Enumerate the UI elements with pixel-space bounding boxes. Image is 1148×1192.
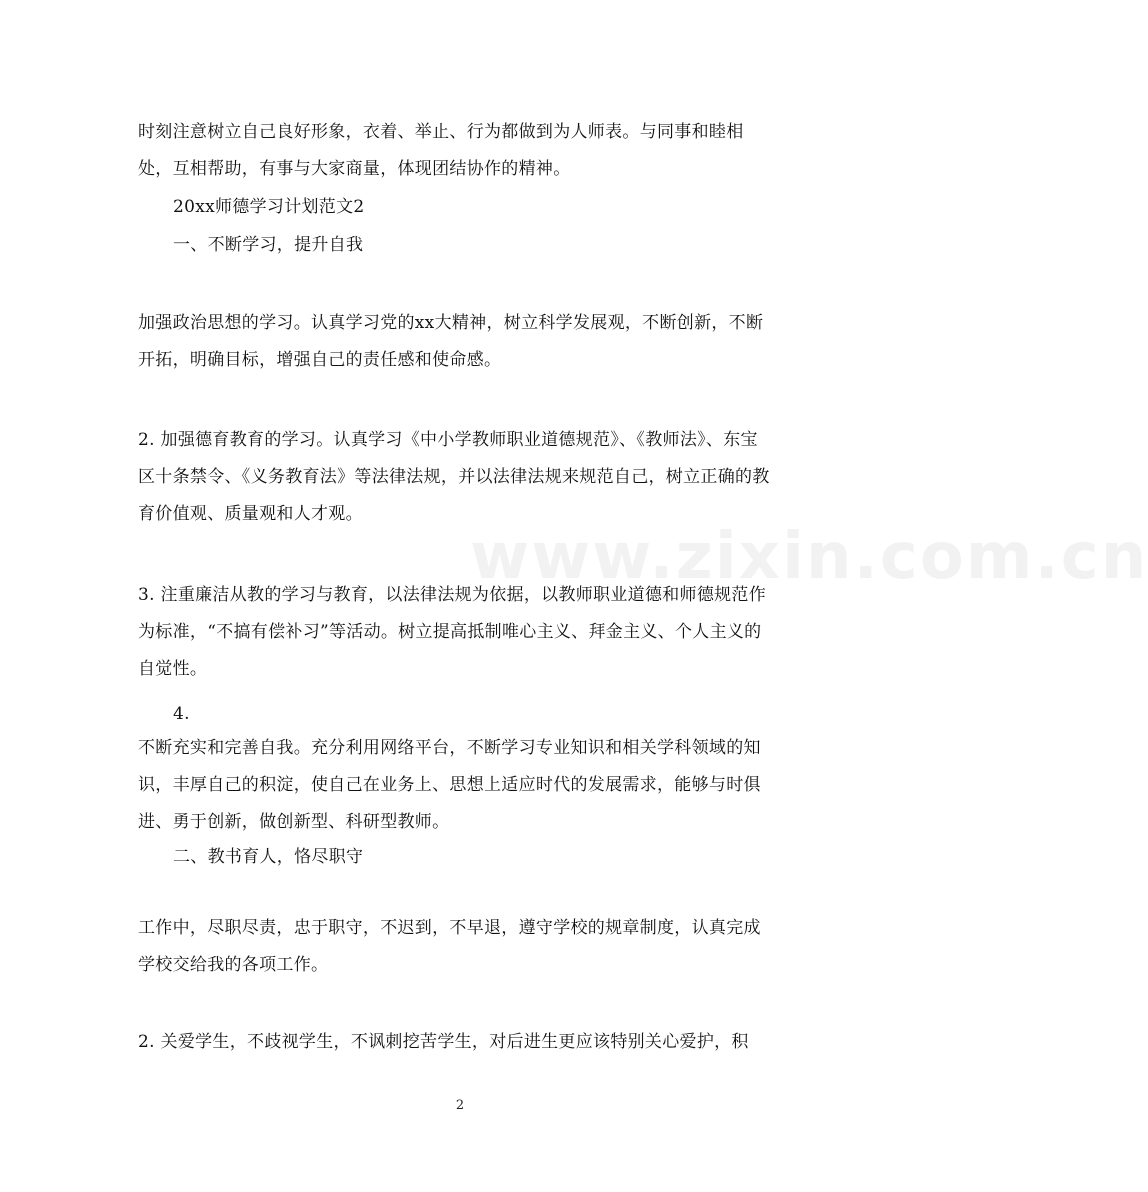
section-title: 20xx师德学习计划范文2 [173,197,365,217]
paragraph-care-students: 2. 关爱学生，不歧视学生，不讽刺挖苦学生，对后进生更应该特别关心爱护，积 [138,1032,749,1052]
paragraph-conduct: 时刻注意树立自己良好形象，衣着、举止、行为都做到为人师表。与同事和睦相处，互相帮助，有事与大家商量，体现团结协作的精神。 [138,122,744,179]
heading-teaching: 二、教书育人，恪尽职守 [173,847,364,867]
paragraph-work-duty: 工作中，尽职尽责，忠于职守，不迟到，不早退，遵守学校的规章制度，认真完成学校交给我的各项工作。 [138,918,761,975]
watermark-text: www.zixin.com.cn [470,520,1148,594]
paragraph-self-improvement: 不断充实和完善自我。充分利用网络平台，不断学习专业知识和相关学科领域的知识，丰厚自己的积淀，使自己在业务上、思想上适应时代的发展需求，能够与时俱进、勇于创新，做创新型、科研型教师。 [138,738,761,832]
item-number-4: 4. [173,704,190,724]
heading-study: 一、不断学习，提升自我 [173,235,364,255]
page-number: 2 [455,1098,465,1113]
paragraph-political-study: 加强政治思想的学习。认真学习党的xx大精神，树立科学发展观，不断创新，不断开拓，明确目标，增强自己的责任感和使命感。 [138,313,764,370]
paragraph-moral-education: 2. 加强德育教育的学习。认真学习《中小学教师职业道德规范》、《教师法》、东宝区十条禁令、《义务教育法》等法律法规，并以法律法规来规范自己，树立正确的教育价值观、质量观和人才观。 [138,430,770,524]
paragraph-integrity: 3. 注重廉洁从教的学习与教育，以法律法规为依据，以教师职业道德和师德规范作为标准，“不搞有偿补习”等活动。树立提高抵制唯心主义、拜金主义、个人主义的自觉性。 [138,585,767,679]
